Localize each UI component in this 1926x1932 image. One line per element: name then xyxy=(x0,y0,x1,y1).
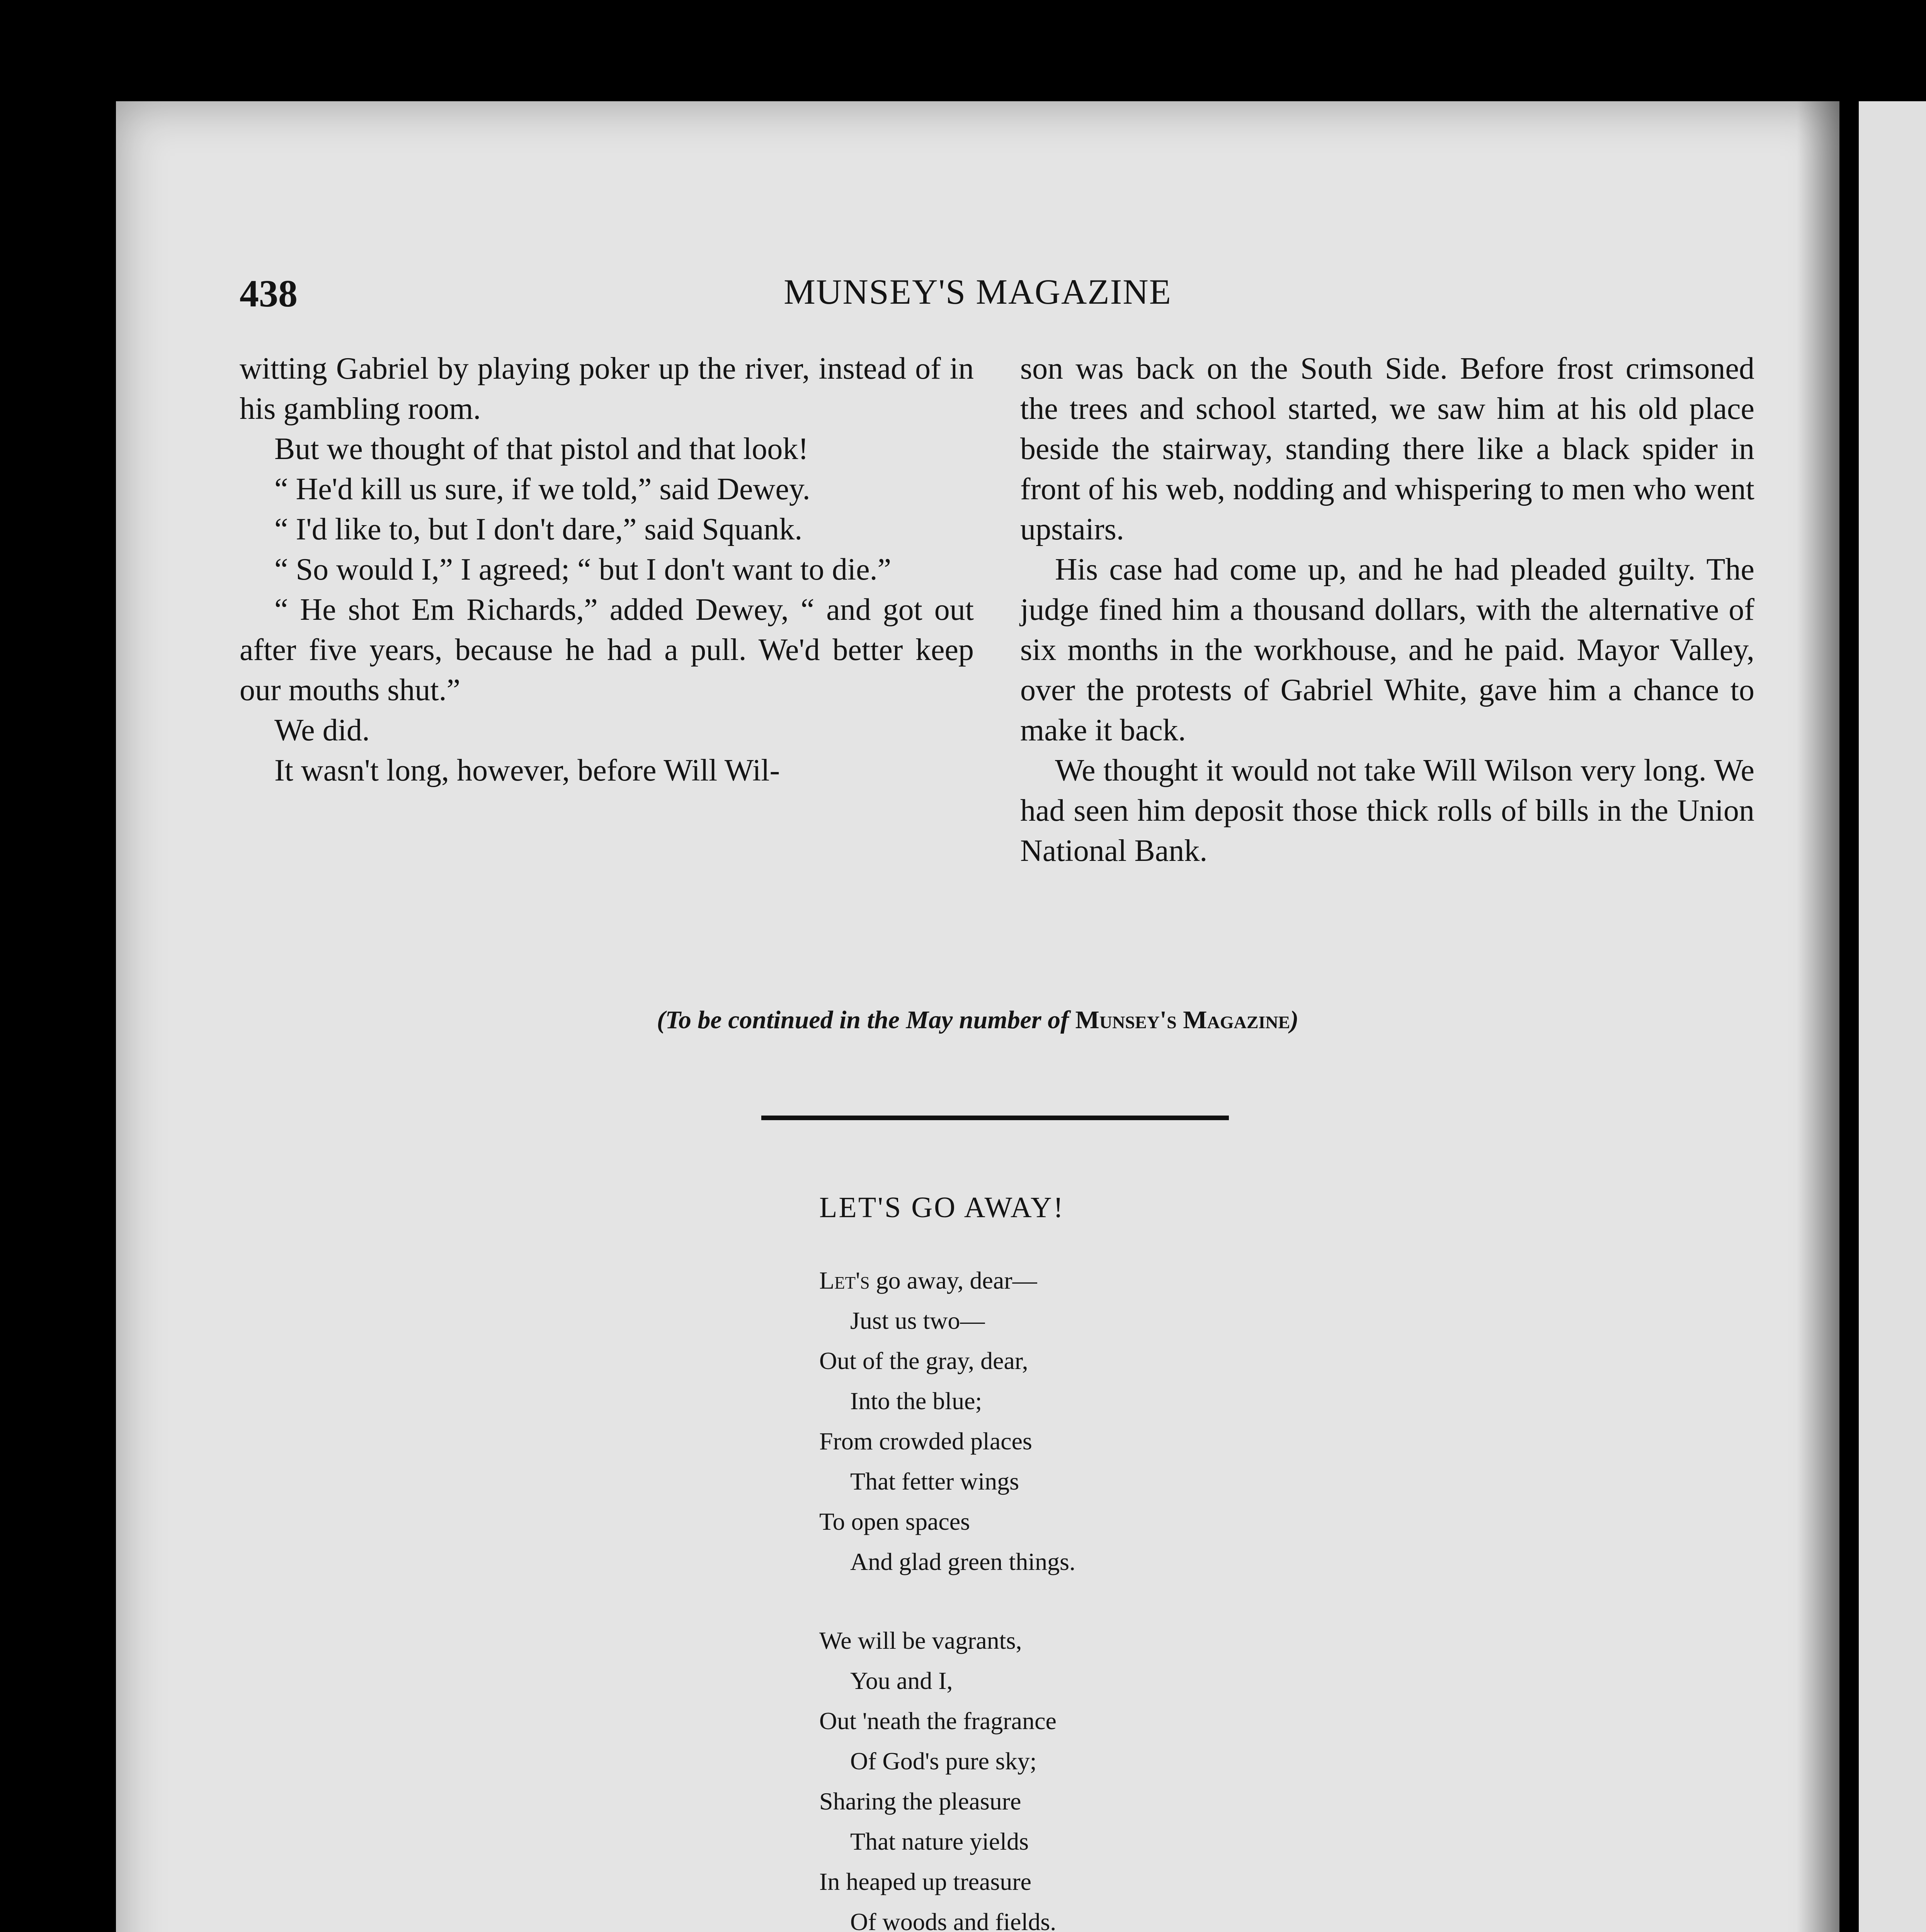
section-divider xyxy=(761,1116,1229,1120)
poem-line: We will be vagrants, xyxy=(819,1627,1022,1654)
continued-text: (To be continued in the May number of xyxy=(657,1006,1075,1034)
page-header xyxy=(116,271,1839,325)
first-line-rest: go away, dear— xyxy=(869,1267,1037,1294)
magazine-page xyxy=(116,101,1839,1932)
stanza xyxy=(819,1260,1360,1582)
paragraph: son was back on the South Side. Before frost crimsoned the trees and school started, we saw him at his old place beside the stairway, standing there like a black spider in front of his web, nodding and whispering to men who went upstairs. xyxy=(1020,352,1754,546)
poem-line xyxy=(819,1260,1360,1301)
poem-line: And glad green things. xyxy=(850,1548,1075,1575)
poem-line: Out 'neath the fragrance xyxy=(819,1707,1057,1735)
paragraph: It wasn't long, however, before Will Wil- xyxy=(274,753,780,787)
page-number: 438 xyxy=(240,272,298,315)
right-column xyxy=(1020,349,1754,871)
paragraph: His case had come up, and he had pleaded guilty. The judge fined him a thousand dollars, with the alternative of six months in the workhouse, and he paid. Mayor Valley, over the protests of Gabriel White, gave him a chance to make it back. xyxy=(1020,553,1754,747)
poem-line: Of woods and fields. xyxy=(850,1908,1057,1932)
paragraph: We thought it would not take Will Wilson very long. We had seen him deposit those thick rolls of bills in the Union National Bank. xyxy=(1020,753,1754,868)
poem-line: In heaped up treasure xyxy=(819,1868,1032,1895)
continued-close: ) xyxy=(1290,1006,1299,1034)
poem-line: That nature yields xyxy=(850,1828,1029,1855)
paragraph: “ He shot Em Richards,” added Dewey, “ and got out after five years, because he had a pull. We'd better keep our mouths shut.” xyxy=(240,593,974,707)
poem xyxy=(819,1260,1360,1932)
adjacent-page-edge xyxy=(1859,101,1926,1932)
stanza xyxy=(819,1621,1360,1932)
poem-line: Into the blue; xyxy=(850,1387,982,1415)
first-word: Let's xyxy=(819,1267,870,1294)
magazine-name: Munsey's Magazine xyxy=(1075,1006,1290,1034)
poem-line: Out of the gray, dear, xyxy=(819,1347,1028,1374)
poem-line: That fetter wings xyxy=(850,1468,1019,1495)
running-head: MUNSEY'S MAGAZINE xyxy=(784,272,1172,311)
left-column xyxy=(240,349,974,791)
paragraph: “ So would I,” I agreed; “ but I don't want to die.” xyxy=(274,553,892,587)
continued-note xyxy=(116,1005,1839,1035)
poem-line: Sharing the pleasure xyxy=(819,1787,1021,1815)
poem-line: From crowded places xyxy=(819,1427,1032,1455)
paragraph: “ He'd kill us sure, if we told,” said Dewey. xyxy=(274,472,810,506)
poem-line: Just us two— xyxy=(850,1307,985,1334)
paragraph: witting Gabriel by playing poker up the river, instead of in his gambling room. xyxy=(240,352,974,426)
paragraph: We did. xyxy=(274,713,370,747)
poem-line: Of God's pure sky; xyxy=(850,1747,1037,1775)
paragraph: “ I'd like to, but I don't dare,” said Squank. xyxy=(274,512,803,546)
paragraph: But we thought of that pistol and that look! xyxy=(274,432,809,466)
poem-title: LET'S GO AWAY! xyxy=(819,1191,1065,1224)
poem-line: To open spaces xyxy=(819,1508,970,1535)
poem-line: You and I, xyxy=(850,1667,953,1694)
